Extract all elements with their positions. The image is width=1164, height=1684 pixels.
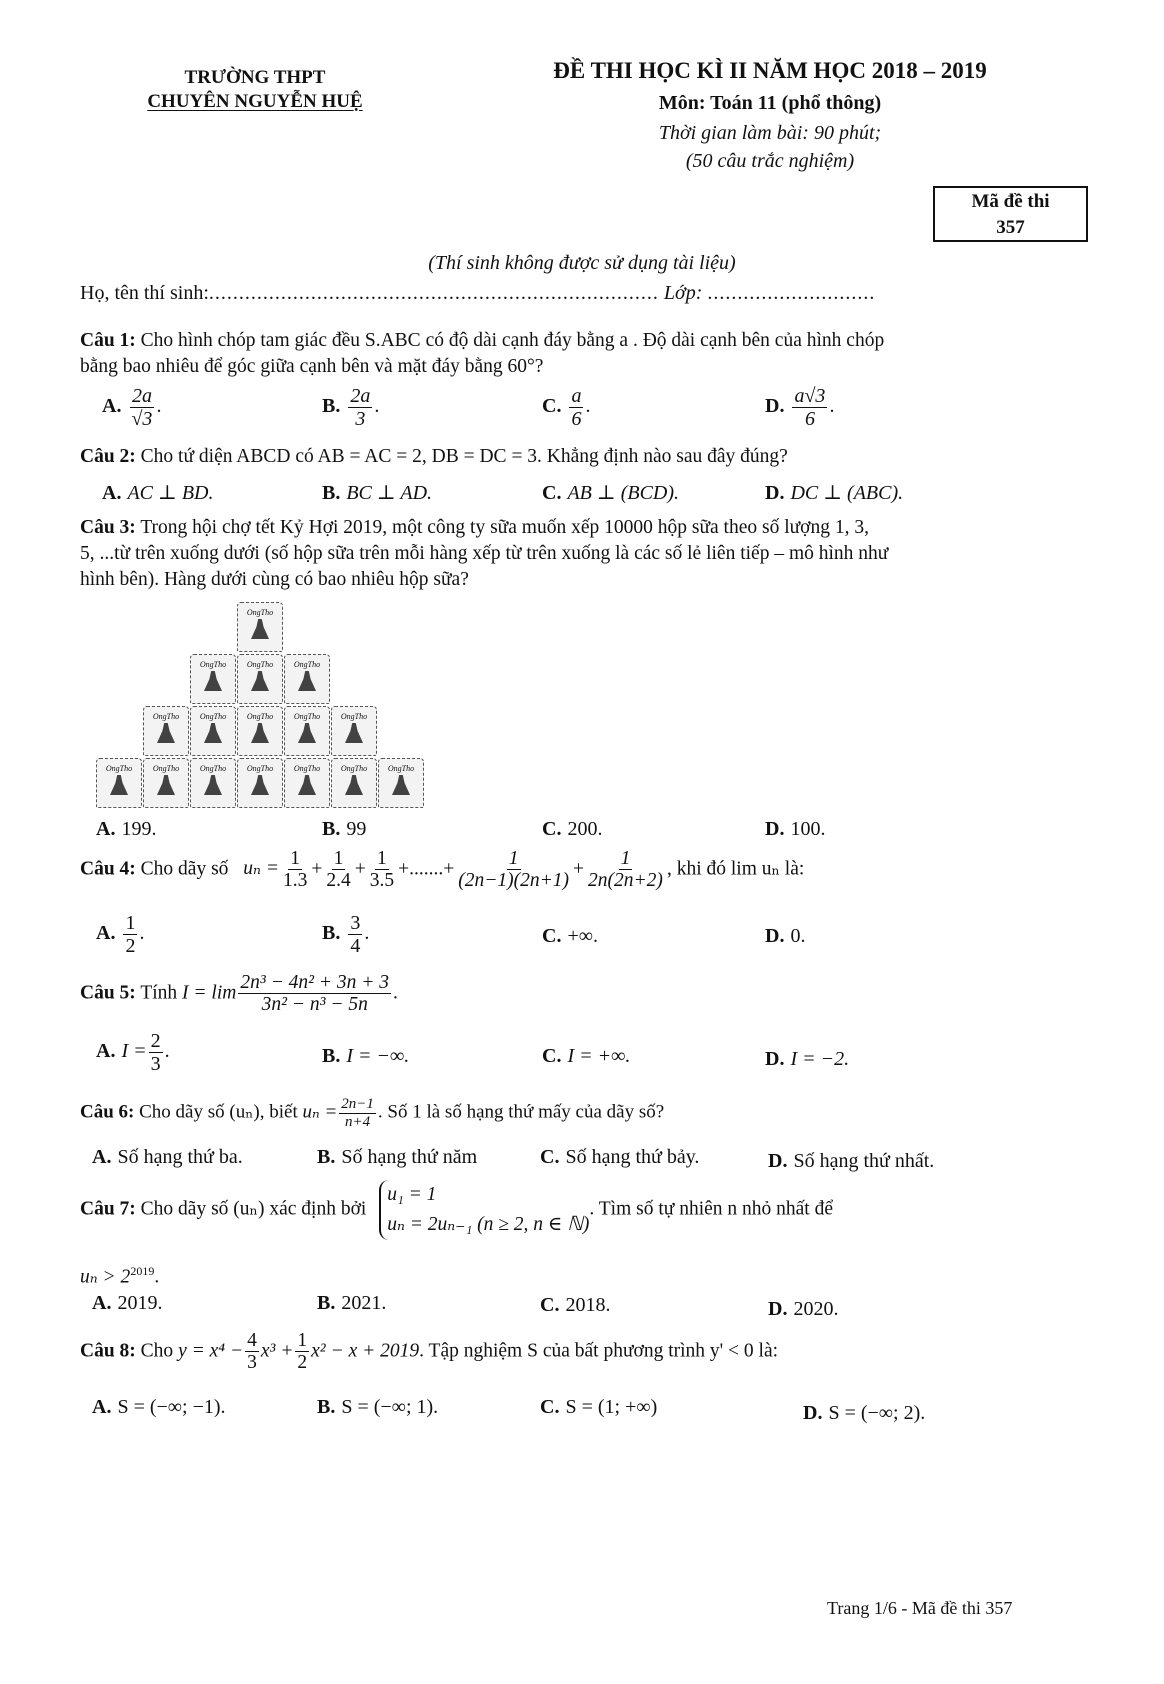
student-info-line [80,282,875,305]
question-2 [80,444,788,470]
can-figure-icon [298,775,316,795]
can-brand-label: OngTho [246,660,274,669]
milk-can [284,654,330,704]
can-brand-label: OngTho [387,764,415,773]
question-8: Câu 8: Cho y = x⁴ − $\frac{4}{3}$ x³ + $\frac{1}{2}$ x² − x + 2019. Tập nghiệm S của bất phương trình y' < 0 là: [80,1330,779,1374]
option-b[interactable]: B. $\frac{2a}{3}$ . [322,385,380,430]
can-figure-icon [204,775,222,795]
class-field[interactable]: ............................ [707,282,876,304]
name-label: Họ, tên thí sinh: [80,282,209,304]
can-figure-icon [251,671,269,691]
class-label: Lớp: [663,282,703,304]
can-brand-label: OngTho [293,660,321,669]
milk-can [237,758,283,808]
option-b[interactable]: B. $\frac{3}{4}$ . [322,912,370,957]
option-c[interactable]: C. S = (1; +∞) [540,1396,658,1418]
option-a[interactable]: A. Số hạng thứ ba. [92,1146,243,1168]
question-text: Trong hội chợ tết Kỷ Hợi 2019, một công ty sữa muốn xếp 10000 hộp sữa theo số lượng 1, 3, [135,517,869,538]
can-brand-label: OngTho [293,712,321,721]
question-text: bằng bao nhiêu để góc giữa cạnh bên và mặt đáy bằng 60°? [80,356,544,377]
option-a[interactable]: A. S = (−∞; −1). [92,1396,226,1418]
option-b[interactable]: B. 99 [322,818,367,840]
school-name [130,66,380,114]
can-figure-icon [251,723,269,743]
option-b[interactable]: B. I = −∞. [322,1045,410,1067]
can-brand-label: OngTho [105,764,133,773]
question-1 [80,328,884,380]
exam-subject: Môn: Toán 11 (phổ thông) [658,92,882,114]
milk-can [190,706,236,756]
milk-can [331,758,377,808]
name-field[interactable]: ........................................................................... [208,282,659,304]
option-b[interactable]: B. BC ⊥ AD. [322,482,433,504]
option-b[interactable]: B. 2021. [317,1292,387,1314]
option-d[interactable]: D. DC ⊥ (ABC). [765,482,904,504]
question-text: 5, ...từ trên xuống dưới (số hộp sữa trên mỗi hàng xếp từ trên xuống là các số lẻ liên tiếp – mô hình như [80,543,889,564]
option-c[interactable]: C. 2018. [540,1294,611,1316]
milk-can [284,706,330,756]
option-a[interactable]: A. AC ⊥ BD. [102,482,214,504]
milk-can [143,758,189,808]
question-label: Câu 5: [80,982,136,1004]
option-c[interactable]: C. Số hạng thứ bảy. [540,1146,700,1168]
page-footer: Trang 1/6 - Mã đề thi 357 [827,1598,1013,1618]
can-figure-icon [110,775,128,795]
can-figure-icon [345,723,363,743]
milk-can [237,602,283,652]
option-d[interactable]: D. S = (−∞; 2). [803,1402,926,1424]
can-brand-label: OngTho [246,764,274,773]
question-label: Câu 1: [80,330,136,351]
milk-can [237,654,283,704]
milk-can [237,706,283,756]
can-brand-label: OngTho [152,712,180,721]
question-5: Câu 5: Tính I = lim $\frac{\text{2n³ − 4n² + 3n + 3}}{\text{3n² − n³ − 5n}}$ . [80,972,398,1016]
can-brand-label: OngTho [152,764,180,773]
question-text: Cho tứ diện ABCD có AB = AC = 2, DB = DC = 3. Khẳng định nào sau đây đúng? [135,446,788,467]
exam-code-value: 357 [996,217,1025,238]
can-brand-label: OngTho [340,712,368,721]
question-text: hình bên). Hàng dưới cùng có bao nhiêu hộp sữa? [80,569,469,590]
can-brand-label: OngTho [246,712,274,721]
question-label: Câu 6: [80,1101,135,1123]
question-text: Cho hình chóp tam giác đều S.ABC có độ dài cạnh đáy bằng a . Độ dài cạnh bên của hình chóp [135,330,885,351]
milk-can [331,706,377,756]
can-brand-label: OngTho [199,712,227,721]
option-a[interactable]: A. I = $\frac{2}{3}$ . [96,1030,170,1075]
milk-can [96,758,142,808]
can-brand-label: OngTho [246,608,274,617]
option-d[interactable]: D. 100. [765,818,826,840]
can-figure-icon [298,671,316,691]
can-figure-icon [204,723,222,743]
can-figure-icon [157,775,175,795]
milk-can [378,758,424,808]
can-figure-icon [157,723,175,743]
milk-can [190,758,236,808]
milk-can [190,654,236,704]
option-d[interactable]: D. I = −2. [765,1048,850,1070]
question-label: Câu 7: [80,1198,136,1220]
option-c[interactable]: C. 200. [542,818,603,840]
exam-time: Thời gian làm bài: 90 phút; [658,122,882,144]
option-d[interactable]: D. 0. [765,925,806,947]
question-7: Câu 7: Cho dãy số (uₙ) xác định bởi u₁ = 1 uₙ = 2uₙ₋₁ (n ≥ 2, n ∈ ℕ) . Tìm số tự nhiên n nhỏ nhất để [80,1180,833,1240]
can-figure-icon [298,723,316,743]
can-brand-label: OngTho [199,660,227,669]
option-b[interactable]: B. S = (−∞; 1). [317,1396,439,1418]
question-count: (50 câu trắc nghiệm) [685,150,855,172]
can-figure-icon [251,775,269,795]
question-6: Câu 6: Cho dãy số (uₙ), biết uₙ = $\frac{2n-1}{n+4}$ . Số 1 là số hạng thứ mấy của dãy số? [80,1096,665,1130]
question-4: Câu 4: Cho dãy số uₙ = $\frac{1}{1.3}$ + $\frac{1}{2.4}$ + $\frac{1}{3.5}$ +.......+ $\frac{1}{(2n-1)(2n+1)}$ + $\frac{1}{2n(2n+2)}$ , khi đó lim uₙ là: [80,848,805,892]
exam-note: (Thí sinh không được sử dụng tài liệu) [428,252,736,274]
option-c[interactable]: C. AB ⊥ (BCD). [542,482,680,504]
question-3 [80,515,888,593]
question-label: Câu 3: [80,517,136,538]
question-label: Câu 2: [80,446,136,467]
milk-can [143,706,189,756]
school-line-1: TRƯỜNG THPT [184,67,326,88]
school-line-2: CHUYÊN NGUYỄN HUỆ [147,91,363,112]
milk-can-pyramid-image [96,600,426,812]
option-d[interactable]: D. Số hạng thứ nhất. [768,1150,935,1172]
exam-code-label: Mã đề thi [971,191,1050,212]
question-label: Câu 4: [80,858,136,880]
option-a[interactable]: A. 199. [96,818,157,840]
exam-title: ĐỀ THI HỌC KÌ II NĂM HỌC 2018 – 2019 [553,58,987,83]
option-c[interactable]: C. +∞. [542,925,598,947]
option-d[interactable]: D. $\frac{a√3}{6}$ . [765,385,835,430]
can-brand-label: OngTho [199,764,227,773]
question-label: Câu 8: [80,1340,136,1362]
exam-code-box [933,186,1088,242]
can-brand-label: OngTho [340,764,368,773]
option-c[interactable]: C. $\frac{a}{6}$ . [542,385,591,430]
can-figure-icon [251,619,269,639]
question-7-condition: $u_n > 2^{2019}$. [80,1264,160,1288]
option-c[interactable]: C. I = +∞. [542,1045,631,1067]
option-a[interactable]: A. 2019. [92,1292,163,1314]
can-figure-icon [345,775,363,795]
option-d[interactable]: D. 2020. [768,1298,839,1320]
can-figure-icon [392,775,410,795]
option-a[interactable]: A. $\frac{1}{2}$ . [96,912,145,957]
can-brand-label: OngTho [293,764,321,773]
option-b[interactable]: B. Số hạng thứ năm [317,1146,478,1168]
option-a[interactable]: A. $\frac{2a}{√3}$ . [102,385,162,430]
can-figure-icon [204,671,222,691]
milk-can [284,758,330,808]
